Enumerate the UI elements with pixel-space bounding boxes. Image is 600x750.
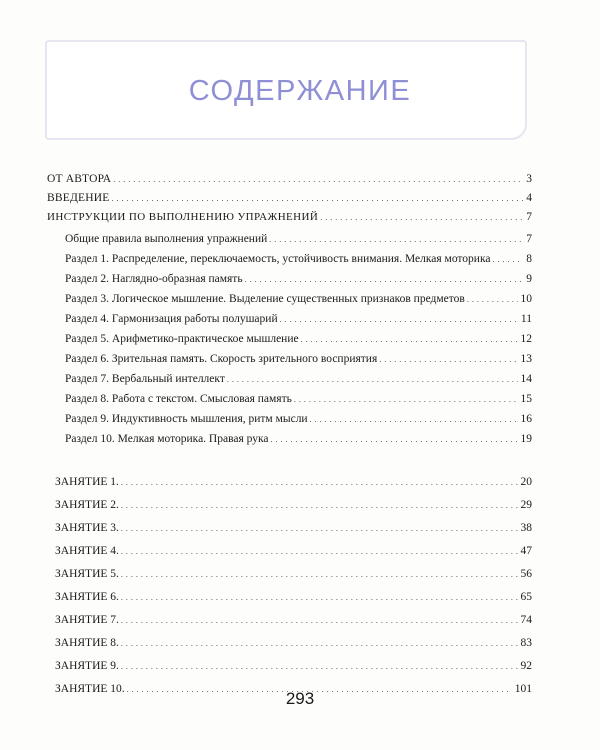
dot-leader bbox=[227, 373, 518, 387]
dot-leader bbox=[121, 660, 518, 674]
toc-entry-label: ЗАНЯТИЕ 5. bbox=[55, 568, 119, 580]
toc-entry-page: 92 bbox=[520, 660, 532, 672]
toc-entry-label: ЗАНЯТИЕ 9. bbox=[55, 660, 119, 672]
toc-entry-lesson-7[interactable] bbox=[55, 613, 532, 628]
dot-leader bbox=[301, 333, 518, 347]
toc-entry-page: 10 bbox=[520, 293, 532, 305]
toc-entry-label: Раздел 8. Работа с текстом. Смысловая память bbox=[65, 393, 292, 405]
toc-entry-page: 8 bbox=[526, 253, 532, 265]
dot-leader bbox=[271, 433, 518, 447]
toc-entry-section-2[interactable] bbox=[65, 272, 532, 287]
dot-leader bbox=[111, 192, 523, 206]
toc-entry-page: 3 bbox=[526, 173, 532, 185]
dot-leader bbox=[121, 476, 518, 490]
toc-entry-label: Раздел 7. Вербальный интеллект bbox=[65, 373, 225, 385]
toc-entry-label: ЗАНЯТИЕ 10. bbox=[55, 683, 125, 695]
toc-entry-page: 20 bbox=[520, 476, 532, 488]
toc-entry-page: 65 bbox=[520, 591, 532, 603]
toc-entry-page: 15 bbox=[520, 393, 532, 405]
dot-leader bbox=[280, 313, 518, 327]
toc-entry-lesson-4[interactable] bbox=[55, 544, 532, 559]
toc-entry-page: 9 bbox=[526, 273, 532, 285]
toc-entry-page: 7 bbox=[526, 211, 532, 223]
toc-entry-lesson-9[interactable] bbox=[55, 659, 532, 674]
toc-entry-label: Раздел 5. Арифметико-практическое мышление bbox=[65, 333, 299, 345]
toc-entry-section-7[interactable] bbox=[65, 372, 532, 387]
dot-leader bbox=[121, 637, 518, 651]
toc-entry-label: ВВЕДЕНИЕ bbox=[47, 192, 110, 204]
dot-leader bbox=[113, 173, 523, 187]
page-number: 293 bbox=[285, 689, 315, 708]
page-title: СОДЕРЖАНИЕ bbox=[188, 75, 412, 107]
toc-entry-label: Раздел 3. Логическое мышление. Выделение существенных признаков предметов bbox=[65, 293, 465, 305]
dot-leader bbox=[269, 233, 523, 247]
toc-entry-section-5[interactable] bbox=[65, 332, 532, 347]
toc-entry-label: Раздел 10. Мелкая моторика. Правая рука bbox=[65, 433, 269, 445]
toc-entry-page: 74 bbox=[520, 614, 532, 626]
toc-entry-label: ОТ АВТОРА bbox=[47, 173, 112, 185]
toc-entry-label: ЗАНЯТИЕ 8. bbox=[55, 637, 119, 649]
toc-entry-section-3[interactable] bbox=[65, 292, 532, 307]
toc-entry-page: 56 bbox=[520, 568, 532, 580]
toc-entry-lesson-2[interactable] bbox=[55, 498, 532, 513]
toc-entry-label: Раздел 1. Распределение, переключаемость, устойчивость внимания. Мелкая моторика bbox=[65, 253, 491, 265]
toc-entry-page: 19 bbox=[520, 433, 532, 445]
dot-leader bbox=[121, 522, 518, 536]
dot-leader bbox=[121, 499, 518, 513]
toc-entry-lesson-3[interactable] bbox=[55, 521, 532, 536]
toc-entry-lesson-8[interactable] bbox=[55, 636, 532, 651]
toc-entry-lesson-5[interactable] bbox=[55, 567, 532, 582]
toc-entry-section-6[interactable] bbox=[65, 352, 532, 367]
toc-entry-page: 101 bbox=[514, 683, 532, 695]
toc-entry-page: 14 bbox=[520, 373, 532, 385]
toc-entry-from-author[interactable] bbox=[47, 172, 532, 187]
dot-leader bbox=[121, 614, 518, 628]
toc-entry-label: Раздел 2. Наглядно-образная память bbox=[65, 273, 243, 285]
toc-entry-introduction[interactable] bbox=[47, 191, 532, 206]
toc-entry-label: ЗАНЯТИЕ 3. bbox=[55, 522, 119, 534]
toc-entry-lesson-6[interactable] bbox=[55, 590, 532, 605]
toc-entry-label: Раздел 4. Гармонизация работы полушарий bbox=[65, 313, 278, 325]
toc-entry-lesson-1[interactable] bbox=[55, 475, 532, 490]
toc-entry-page: 12 bbox=[520, 333, 532, 345]
toc-entry-page: 4 bbox=[526, 192, 532, 204]
dot-leader bbox=[294, 393, 518, 407]
toc-entry-section-4[interactable] bbox=[65, 312, 532, 327]
toc-entry-label: ЗАНЯТИЕ 6. bbox=[55, 591, 119, 603]
toc-entry-page: 47 bbox=[520, 545, 532, 557]
toc-entry-page: 11 bbox=[520, 313, 532, 325]
toc-entry-page: 38 bbox=[520, 522, 532, 534]
dot-leader bbox=[121, 545, 518, 559]
toc-entry-section-9[interactable] bbox=[65, 412, 532, 427]
dot-leader bbox=[121, 591, 518, 605]
toc-entry-label: ЗАНЯТИЕ 2. bbox=[55, 499, 119, 511]
dot-leader bbox=[379, 353, 517, 367]
dot-leader bbox=[492, 253, 523, 267]
toc-entry-label: ЗАНЯТИЕ 4. bbox=[55, 545, 119, 557]
toc-entry-page: 7 bbox=[526, 233, 532, 245]
toc-entry-page: 16 bbox=[520, 413, 532, 425]
toc-entry-page: 13 bbox=[520, 353, 532, 365]
toc-entry-label: ЗАНЯТИЕ 7. bbox=[55, 614, 119, 626]
toc-entry-page: 29 bbox=[520, 499, 532, 511]
toc-entry-label: Раздел 9. Индуктивность мышления, ритм мысли bbox=[65, 413, 308, 425]
dot-leader bbox=[467, 293, 518, 307]
toc-entry-section-1[interactable] bbox=[65, 252, 532, 267]
toc-entry-label: Общие правила выполнения упражнений bbox=[65, 233, 268, 245]
toc-entry-label: Раздел 6. Зрительная память. Скорость зрительного восприятия bbox=[65, 353, 378, 365]
toc-entry-instructions[interactable] bbox=[47, 210, 532, 225]
dot-leader bbox=[310, 413, 518, 427]
dot-leader bbox=[245, 273, 524, 287]
toc-entry-page: 83 bbox=[520, 637, 532, 649]
dot-leader bbox=[121, 568, 518, 582]
toc-entry-section-8[interactable] bbox=[65, 392, 532, 407]
toc-entry-label: ЗАНЯТИЕ 1. bbox=[55, 476, 119, 488]
dot-leader bbox=[320, 211, 523, 225]
toc-entry-label: ИНСТРУКЦИИ ПО ВЫПОЛНЕНИЮ УПРАЖНЕНИЙ bbox=[47, 211, 319, 223]
toc-entry-section-10[interactable] bbox=[65, 432, 532, 447]
toc-entry-general-rules[interactable] bbox=[65, 232, 532, 247]
